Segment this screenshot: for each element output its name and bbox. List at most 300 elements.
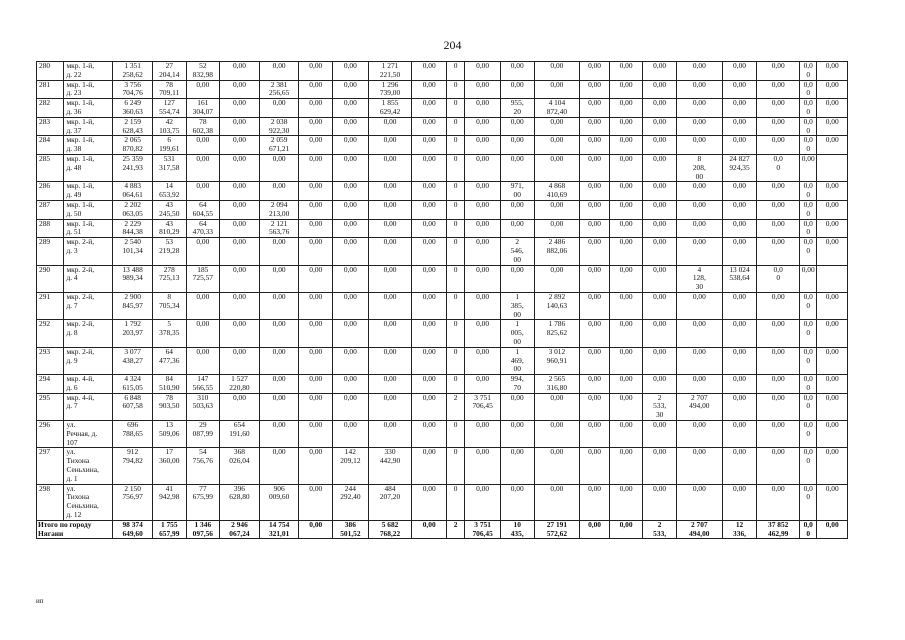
value-cell: 0 — [447, 292, 465, 319]
value-cell: 0,00 — [259, 99, 299, 118]
value-cell: 0,00 — [259, 448, 299, 484]
value-cell: 0,00 — [722, 320, 757, 347]
value-cell: 64 604,55 — [186, 200, 220, 219]
value-cell: 78 709,11 — [152, 80, 186, 99]
value-cell: 0,00 — [299, 117, 333, 136]
value-cell: 41 942,98 — [152, 484, 186, 520]
value-cell: 2 540 101,34 — [113, 238, 153, 265]
value-cell: 161 304,07 — [186, 99, 220, 118]
value-cell: 0,00 — [534, 421, 580, 448]
value-cell: 0,00 — [817, 62, 848, 81]
value-cell: 0,00 — [333, 99, 369, 118]
row-number-cell: 287 — [37, 200, 64, 219]
row-number-cell: 293 — [37, 347, 64, 374]
value-cell: 0,00 — [500, 265, 534, 292]
value-cell: 0,00 — [412, 292, 447, 319]
value-cell: 2 094 213,00 — [259, 200, 299, 219]
address-cell: мкр. 4-й, д. 7 — [64, 393, 113, 420]
value-cell: 0,00 — [817, 99, 848, 118]
value-cell: 0 — [447, 238, 465, 265]
value-cell: 0,00 — [817, 80, 848, 99]
value-cell: 0,0 0 — [800, 136, 817, 155]
value-cell: 0,0 0 — [757, 154, 800, 181]
value-cell: 0,00 — [299, 292, 333, 319]
value-cell: 0,00 — [609, 238, 643, 265]
value-cell: 24 827 924,35 — [722, 154, 757, 181]
value-cell: 0 — [447, 154, 465, 181]
value-cell: 0,00 — [534, 80, 580, 99]
value-cell: 0,00 — [580, 265, 610, 292]
value-cell: 2 565 316,80 — [534, 375, 580, 394]
row-number-cell: 286 — [37, 182, 64, 201]
value-cell: 0,0 0 — [800, 484, 817, 520]
total-label-cell: Итого по городу Нягани — [37, 520, 113, 539]
value-cell: 994, 70 — [500, 375, 534, 394]
value-cell: 0,00 — [500, 80, 534, 99]
value-cell: 0,00 — [368, 347, 412, 374]
value-cell: 0,00 — [500, 219, 534, 238]
value-cell: 0,00 — [722, 393, 757, 420]
address-cell: мкр. 2-й, д. 9 — [64, 347, 113, 374]
value-cell: 4 104 872,40 — [534, 99, 580, 118]
total-value-cell: 27 191 572,62 — [534, 520, 580, 539]
value-cell: 0,0 0 — [800, 448, 817, 484]
value-cell: 0,00 — [333, 393, 369, 420]
value-cell: 0,0 0 — [800, 117, 817, 136]
value-cell: 0,00 — [299, 347, 333, 374]
value-cell: 0,00 — [817, 117, 848, 136]
total-value-cell: 10 435, — [500, 520, 534, 539]
value-cell: 0,00 — [722, 182, 757, 201]
value-cell: 0,00 — [643, 219, 677, 238]
address-cell: мкр. 1-й, д. 37 — [64, 117, 113, 136]
address-cell: мкр. 1-й, д. 36 — [64, 99, 113, 118]
value-cell: 0,00 — [757, 347, 800, 374]
table-row — [37, 80, 848, 99]
value-cell: 0,00 — [580, 375, 610, 394]
value-cell: 0 — [447, 80, 465, 99]
value-cell: 0,00 — [757, 62, 800, 81]
table-row — [37, 265, 848, 292]
value-cell: 0,00 — [722, 238, 757, 265]
value-cell: 0,00 — [722, 80, 757, 99]
value-cell: 6 848 607,58 — [113, 393, 153, 420]
value-cell: 64 477,36 — [152, 347, 186, 374]
value-cell: 0,00 — [259, 292, 299, 319]
value-cell: 0,00 — [817, 292, 848, 319]
value-cell: 0,00 — [609, 62, 643, 81]
address-cell: мкр. 2-й, д. 4 — [64, 265, 113, 292]
value-cell: 0,00 — [412, 421, 447, 448]
value-cell: 0,00 — [757, 448, 800, 484]
value-cell: 0,0 0 — [800, 320, 817, 347]
value-cell: 0,00 — [333, 200, 369, 219]
value-cell: 0,00 — [500, 117, 534, 136]
value-cell: 2 159 628,43 — [113, 117, 153, 136]
value-cell: 0,0 0 — [800, 99, 817, 118]
value-cell: 0,00 — [465, 375, 501, 394]
value-cell: 0,00 — [609, 80, 643, 99]
value-cell: 0,00 — [500, 393, 534, 420]
value-cell: 0,00 — [412, 265, 447, 292]
value-cell: 0,00 — [800, 265, 817, 292]
value-cell: 2 065 870,82 — [113, 136, 153, 155]
value-cell: 0,00 — [722, 375, 757, 394]
value-cell: 43 810,29 — [152, 219, 186, 238]
value-cell: 0,00 — [333, 117, 369, 136]
value-cell: 0,00 — [676, 80, 722, 99]
value-cell: 0,00 — [534, 117, 580, 136]
value-cell: 0 — [447, 484, 465, 520]
value-cell: 0 — [447, 320, 465, 347]
value-cell: 0,00 — [609, 136, 643, 155]
value-cell: 0,0 0 — [800, 292, 817, 319]
total-value-cell: 0,00 — [299, 520, 333, 539]
value-cell: 0,00 — [609, 182, 643, 201]
value-cell: 0,00 — [722, 421, 757, 448]
value-cell: 0,00 — [186, 136, 220, 155]
value-cell: 0,00 — [643, 238, 677, 265]
value-cell: 0,00 — [220, 99, 260, 118]
value-cell: 0,00 — [757, 320, 800, 347]
value-cell: 0,00 — [643, 265, 677, 292]
value-cell: 0,00 — [580, 200, 610, 219]
value-cell: 0,00 — [333, 375, 369, 394]
value-cell: 13 509,06 — [152, 421, 186, 448]
total-value-cell: 0,0 0 — [800, 520, 817, 539]
total-value-cell: 37 852 462,99 — [757, 520, 800, 539]
value-cell: 0,00 — [465, 182, 501, 201]
value-cell: 0,00 — [534, 219, 580, 238]
value-cell: 17 360,00 — [152, 448, 186, 484]
value-cell: 0,00 — [368, 200, 412, 219]
value-cell: 0,00 — [722, 347, 757, 374]
value-cell: 0,00 — [534, 448, 580, 484]
value-cell: 0,00 — [333, 62, 369, 81]
value-cell: 0,00 — [333, 182, 369, 201]
value-cell: 2 150 756,97 — [113, 484, 153, 520]
value-cell: 0 — [447, 219, 465, 238]
total-value-cell: 5 682 768,22 — [368, 520, 412, 539]
value-cell: 0,00 — [412, 238, 447, 265]
value-cell: 0,00 — [299, 238, 333, 265]
value-cell: 4 883 064,61 — [113, 182, 153, 201]
value-cell: 0,00 — [333, 421, 369, 448]
row-number-cell: 290 — [37, 265, 64, 292]
total-value-cell: 386 501,52 — [333, 520, 369, 539]
value-cell: 8 705,34 — [152, 292, 186, 319]
value-cell: 0,00 — [757, 421, 800, 448]
value-cell: 0,00 — [465, 320, 501, 347]
value-cell: 0,00 — [500, 62, 534, 81]
value-cell: 0,00 — [259, 375, 299, 394]
value-cell: 3 751 706,45 — [465, 393, 501, 420]
value-cell: 0,00 — [609, 421, 643, 448]
value-cell: 0,00 — [259, 347, 299, 374]
value-cell: 0,00 — [643, 448, 677, 484]
value-cell: 13 024 538,64 — [722, 265, 757, 292]
value-cell: 0,0 0 — [800, 80, 817, 99]
value-cell: 0,00 — [186, 182, 220, 201]
value-cell: 0,00 — [676, 136, 722, 155]
value-cell: 0,00 — [465, 219, 501, 238]
value-cell: 971, 00 — [500, 182, 534, 201]
value-cell: 0,00 — [817, 484, 848, 520]
value-cell: 0,00 — [299, 80, 333, 99]
value-cell: 0,00 — [368, 136, 412, 155]
value-cell: 396 628,80 — [220, 484, 260, 520]
value-cell: 0,00 — [580, 421, 610, 448]
value-cell: 0,00 — [368, 238, 412, 265]
table-row — [37, 219, 848, 238]
value-cell: 0,00 — [368, 117, 412, 136]
value-cell: 0,00 — [465, 238, 501, 265]
value-cell: 4 868 410,69 — [534, 182, 580, 201]
value-cell — [817, 154, 848, 181]
total-value-cell: 98 374 649,60 — [113, 520, 153, 539]
value-cell: 0,00 — [333, 219, 369, 238]
value-cell: 0,00 — [186, 154, 220, 181]
value-cell: 0,00 — [580, 484, 610, 520]
value-cell: 0,00 — [368, 154, 412, 181]
value-cell: 0,00 — [817, 238, 848, 265]
value-cell: 0,0 0 — [800, 421, 817, 448]
value-cell: 0,00 — [465, 99, 501, 118]
value-cell: 0,00 — [259, 62, 299, 81]
value-cell: 0,00 — [609, 154, 643, 181]
value-cell: 0,00 — [412, 182, 447, 201]
value-cell: 0,00 — [299, 320, 333, 347]
value-cell: 0,00 — [220, 393, 260, 420]
address-cell: мкр. 1-й, д. 50 — [64, 200, 113, 219]
table-row — [37, 238, 848, 265]
value-cell: 0,00 — [465, 347, 501, 374]
value-cell: 0 — [447, 99, 465, 118]
value-cell: 0,00 — [412, 62, 447, 81]
value-cell: 42 103,75 — [152, 117, 186, 136]
table-row — [37, 292, 848, 319]
value-cell: 0,00 — [676, 99, 722, 118]
value-cell: 0,00 — [643, 320, 677, 347]
value-cell: 0,0 0 — [800, 219, 817, 238]
value-cell: 0,00 — [609, 200, 643, 219]
row-number-cell: 284 — [37, 136, 64, 155]
value-cell: 2 707 494,00 — [676, 393, 722, 420]
value-cell: 1 385, 00 — [500, 292, 534, 319]
value-cell: 147 566,55 — [186, 375, 220, 394]
value-cell: 4 128, 30 — [676, 265, 722, 292]
row-number-cell: 281 — [37, 80, 64, 99]
value-cell: 2 533, 30 — [643, 393, 677, 420]
total-value-cell: 0,00 — [580, 520, 610, 539]
total-value-cell: 2 — [447, 520, 465, 539]
row-number-cell: 289 — [37, 238, 64, 265]
value-cell: 0,0 0 — [800, 238, 817, 265]
value-cell: 0,00 — [333, 136, 369, 155]
value-cell: 0,00 — [220, 117, 260, 136]
value-cell: 0,00 — [676, 448, 722, 484]
value-cell: 0 — [447, 347, 465, 374]
address-cell: мкр. 2-й, д. 7 — [64, 292, 113, 319]
value-cell: 0,00 — [220, 347, 260, 374]
value-cell: 0,00 — [412, 320, 447, 347]
value-cell: 0,00 — [412, 99, 447, 118]
value-cell: 0,00 — [609, 219, 643, 238]
value-cell: 0,0 0 — [800, 347, 817, 374]
value-cell: 0,00 — [722, 292, 757, 319]
row-number-cell: 283 — [37, 117, 64, 136]
value-cell: 0,00 — [259, 421, 299, 448]
value-cell: 0,00 — [609, 99, 643, 118]
value-cell: 0,00 — [299, 393, 333, 420]
value-cell: 0,00 — [643, 99, 677, 118]
value-cell: 0,00 — [220, 80, 260, 99]
table-row — [37, 136, 848, 155]
table-row — [37, 62, 848, 81]
value-cell: 0,00 — [580, 238, 610, 265]
value-cell: 0,00 — [609, 117, 643, 136]
address-cell: мкр. 1-й, д. 22 — [64, 62, 113, 81]
value-cell: 0,00 — [259, 182, 299, 201]
table-body — [37, 62, 848, 539]
value-cell: 0,00 — [333, 238, 369, 265]
value-cell: 0,00 — [333, 80, 369, 99]
value-cell: 0,00 — [609, 265, 643, 292]
value-cell: 0,00 — [757, 200, 800, 219]
row-number-cell: 282 — [37, 99, 64, 118]
value-cell: 0,00 — [220, 238, 260, 265]
value-cell: 3 756 704,76 — [113, 80, 153, 99]
value-cell: 696 788,65 — [113, 421, 153, 448]
address-cell: мкр. 2-й, д. 3 — [64, 238, 113, 265]
value-cell: 0,00 — [412, 375, 447, 394]
row-number-cell: 291 — [37, 292, 64, 319]
table-row — [37, 99, 848, 118]
value-cell: 0,00 — [580, 347, 610, 374]
value-cell: 0,00 — [220, 200, 260, 219]
value-cell: 2 546, 00 — [500, 238, 534, 265]
value-cell: 0,00 — [299, 375, 333, 394]
table-row — [37, 375, 848, 394]
value-cell: 0,0 0 — [800, 200, 817, 219]
value-cell: 0,00 — [676, 117, 722, 136]
value-cell: 0,00 — [643, 154, 677, 181]
value-cell: 0,00 — [676, 182, 722, 201]
value-cell: 0,00 — [534, 62, 580, 81]
value-cell: 78 903,50 — [152, 393, 186, 420]
value-cell: 0,00 — [299, 265, 333, 292]
value-cell: 0,00 — [722, 219, 757, 238]
value-cell — [817, 265, 848, 292]
value-cell: 0,00 — [609, 375, 643, 394]
value-cell: 0,00 — [412, 200, 447, 219]
value-cell: 0,00 — [580, 80, 610, 99]
value-cell: 0,00 — [500, 484, 534, 520]
value-cell: 0,00 — [259, 238, 299, 265]
value-cell: 0,0 0 — [757, 265, 800, 292]
value-cell: 0,00 — [722, 448, 757, 484]
value-cell: 8 208, 00 — [676, 154, 722, 181]
total-row — [37, 520, 848, 539]
value-cell: 0,00 — [299, 484, 333, 520]
value-cell: 0,00 — [412, 80, 447, 99]
total-value-cell: 0,00 — [609, 520, 643, 539]
value-cell: 0,00 — [465, 136, 501, 155]
address-cell: ул. Тихона Сеньхина, д. 1 — [64, 448, 113, 484]
value-cell: 0,00 — [412, 136, 447, 155]
value-cell: 0,00 — [817, 448, 848, 484]
value-cell: 0,00 — [368, 182, 412, 201]
value-cell: 0,00 — [220, 154, 260, 181]
address-cell: мкр. 1-й, д. 48 — [64, 154, 113, 181]
value-cell: 0,00 — [465, 292, 501, 319]
value-cell: 0,00 — [817, 393, 848, 420]
value-cell: 0,00 — [299, 62, 333, 81]
value-cell: 0,00 — [534, 265, 580, 292]
value-cell: 0,00 — [333, 347, 369, 374]
value-cell: 2 059 671,21 — [259, 136, 299, 155]
total-value-cell: 1 346 097,56 — [186, 520, 220, 539]
row-number-cell: 296 — [37, 421, 64, 448]
value-cell: 0,00 — [676, 484, 722, 520]
value-cell: 0,00 — [368, 265, 412, 292]
value-cell: 531 317,58 — [152, 154, 186, 181]
total-value-cell: 1 755 657,99 — [152, 520, 186, 539]
value-cell: 0,00 — [500, 136, 534, 155]
value-cell: 0,00 — [368, 421, 412, 448]
value-cell: 0 — [447, 182, 465, 201]
address-cell: ул. Речная, д. 107 — [64, 421, 113, 448]
row-number-cell: 292 — [37, 320, 64, 347]
value-cell: 2 229 844,38 — [113, 219, 153, 238]
value-cell: 0,00 — [722, 136, 757, 155]
total-value-cell: 0,00 — [412, 520, 447, 539]
value-cell: 64 470,33 — [186, 219, 220, 238]
value-cell: 0,00 — [643, 117, 677, 136]
value-cell: 0,0 0 — [800, 375, 817, 394]
total-value-cell: 2 707 494,00 — [676, 520, 722, 539]
value-cell: 0,00 — [465, 265, 501, 292]
page-number: 204 — [443, 38, 462, 52]
value-cell: 2 202 063,05 — [113, 200, 153, 219]
value-cell: 0,00 — [817, 347, 848, 374]
value-cell: 0,00 — [299, 154, 333, 181]
value-cell: 0,00 — [643, 136, 677, 155]
value-cell: 0,00 — [757, 375, 800, 394]
value-cell: 0,00 — [722, 200, 757, 219]
value-cell: 52 832,98 — [186, 62, 220, 81]
value-cell: 0,00 — [465, 154, 501, 181]
value-cell: 0 — [447, 136, 465, 155]
row-number-cell: 294 — [37, 375, 64, 394]
value-cell: 2 038 922,30 — [259, 117, 299, 136]
value-cell: 0 — [447, 117, 465, 136]
value-cell: 0,00 — [412, 219, 447, 238]
value-cell: 2 892 140,63 — [534, 292, 580, 319]
value-cell: 0,00 — [259, 265, 299, 292]
value-cell: 0,0 0 — [800, 182, 817, 201]
value-cell: 0,00 — [757, 182, 800, 201]
value-cell: 0,00 — [465, 62, 501, 81]
value-cell: 0,00 — [643, 375, 677, 394]
value-cell: 0,00 — [580, 393, 610, 420]
value-cell: 0,00 — [580, 62, 610, 81]
value-cell: 0,00 — [412, 484, 447, 520]
value-cell: 0,00 — [465, 80, 501, 99]
value-cell: 0,00 — [465, 421, 501, 448]
value-cell: 84 510,90 — [152, 375, 186, 394]
value-cell: 1 296 739,00 — [368, 80, 412, 99]
